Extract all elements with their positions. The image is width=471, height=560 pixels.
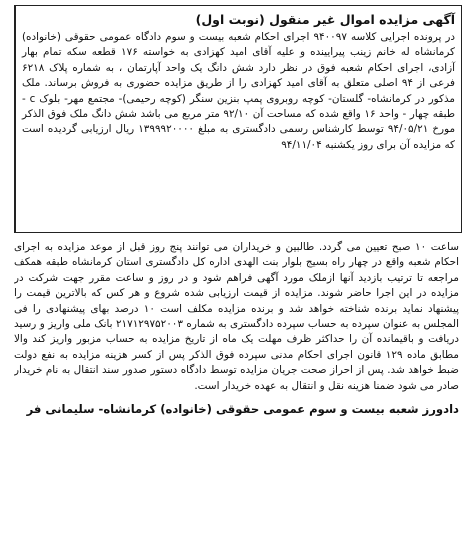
notice-signature: دادورز شعبه بیست و سوم عمومی حقوقی (خانواده) کرمانشاه- سلیمانی فر: [26, 402, 459, 417]
notice-body-second-part: ساعت ۱۰ صبح تعیین می گردد. طالبین و خریداران می توانند پنج روز قبل از موعد مزایده به اجرای احکام شعبه واقع در چهار راه بسیج بلوار بنت الهدی اداره کل دادگستری استان کرمانشاه طبقه همکف مراجعه تا ترتیب بازدید آنها ازملک مورد آگهی فراهم شود و در روز و ساعت مقرر جهت شرکت در مزایده در این اجرا حاضر شوند. مزایده از قیمت ارزیابی شده شروع و هر کس که بالاترین قیمت را پیشنهاد نماید برنده شناخته خواهد شد و برنده مزایده مکلف است ۱۰ درصد بهای پیشنهادی را فی المجلس به عنوان سپرده به حساب سپرده دادگستری به شماره ۲۱۷۱۲۹۷۵۲۰۰۳ بانک ملی واریز و رسید دریافت و باقیمانده آن را حداکثر ظرف مهلت یک ماه از تاریخ مزایده به حساب مزبور واریز کند والا مطابق ماده ۱۲۹ قانون اجرای احکام مدنی سپرده فوق الذکر پس از کسر هزینه مزایده به نفع دولت ضبط خواهد شد. پس از احراز صحت جریان مزایده توسط دادگاه دستور صدور سند انتقال به نام خریدار صادر می شود ضمنا هزینه نقل و انتقال به عهده خریدار است.: [14, 241, 459, 392]
notice-title: آگهی مزایده اموال غیر منقول (نوبت اول): [195, 12, 455, 27]
notice-body-first-part: در پرونده اجرایی کلاسه ۹۴۰۰۹۷ اجرای احکام شعبه بیست و سوم دادگاه عمومی حقوقی (خانواده) کرمانشاه له خانم زینب پیرایینده و علیه آقای امید کهزادی به خواسته ۱۷۶ قطعه سکه تمام بهار آزادی، اجرای احکام شعبه فوق در نظر دارد شش دانگ یک واحد آپارتمان ، به شماره پلاک ۶۲۱۸ فرعی از ۹۴ اصلی متعلق به آقای امید کهزادی را از طریق مزایده حضوری به فروش برساند. ملک مذکور در کرمانشاه- گلستان- کوچه روبروی پمپ بنزین سنگر (کوچه رحیمی)- مجتمع مهر- بلوک c - طبقه چهار - واحد ۱۶ واقع شده که مساحت آن ۹۲/۱۰ متر مربع می باشد شش دانگ ملک فوق الذکر مورخ ۹۴/۰۵/۲۱ توسط کارشناس رسمی دادگستری به مبلغ ۱۳۹۹۹۲۰۰۰۰ ریال ارزیابی گردیده است که مزایده آن برای روز یکشنبه ۹۴/۱۱/۰۴: [22, 31, 456, 151]
notice-continuation: [14, 240, 459, 540]
notice-box: [14, 5, 462, 233]
